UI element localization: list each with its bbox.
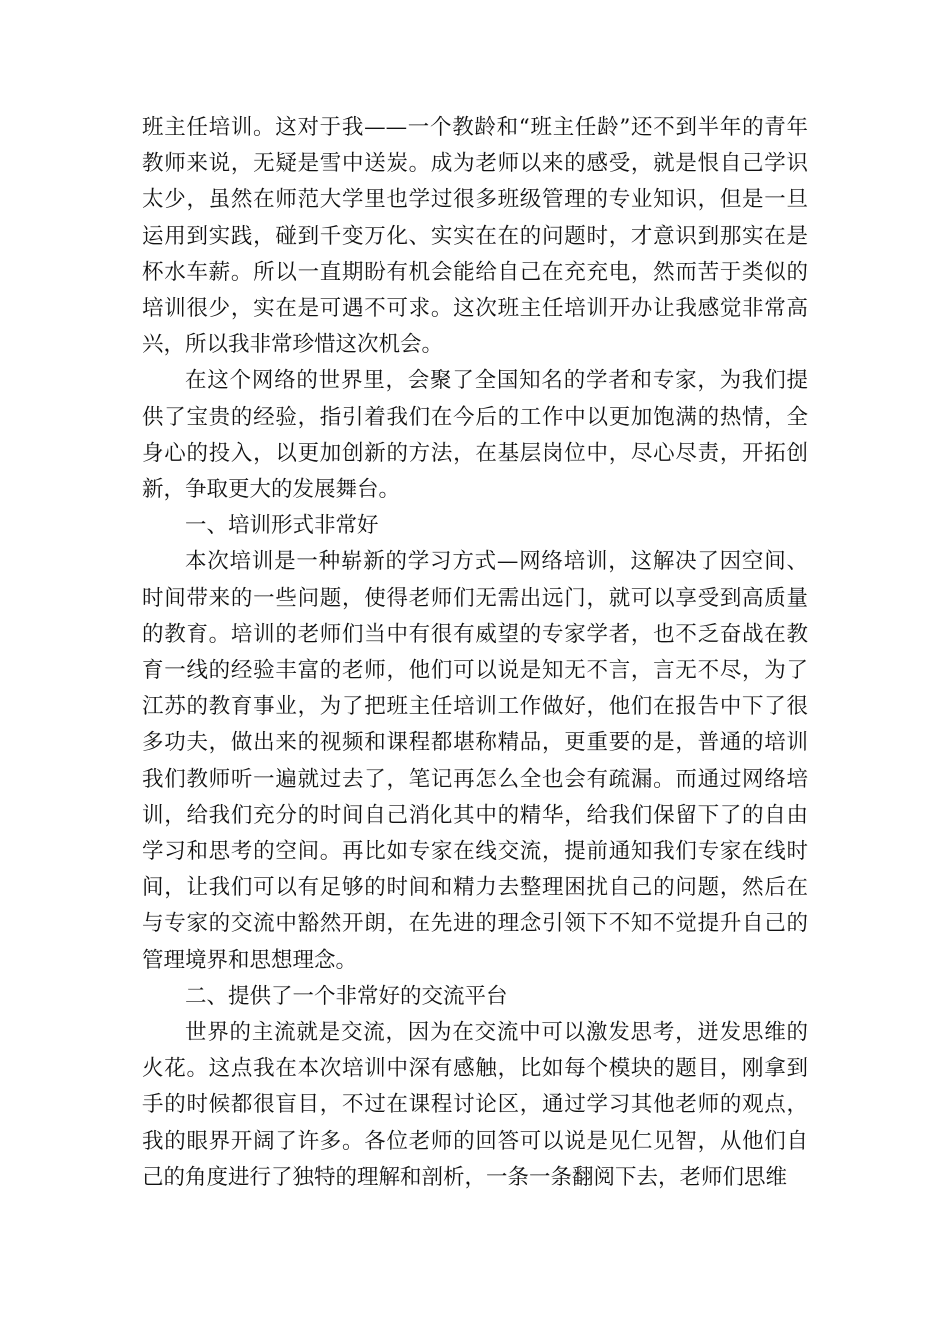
document-body [142, 110, 808, 1196]
section-heading: 二、提供了一个非常好的交流平台 [185, 983, 508, 1009]
paragraph: 世界的主流就是交流，因为在交流中可以激发思考，迸发思维的火花。这点我在本次培训中深有感触，比如每个模块的题目，刚拿到手的时候都很盲目，不过在课程讨论区，通过学习其他老师的观点，我的眼界开阔了许多。各位老师的回答可以说是见仁见智，从他们自己的角度进行了独特的理解和剖析，一条一条翻阅下去，老师们思维 [142, 1020, 808, 1190]
paragraph: 在这个网络的世界里，会聚了全国知名的学者和专家，为我们提供了宝贵的经验，指引着我们在今后的工作中以更加饱满的热情，全身心的投入，以更加创新的方法，在基层岗位中，尽心尽责，开拓创新，争取更大的发展舞台。 [142, 368, 808, 503]
paragraph-continued: 班主任培训。这对于我——一个教龄和“班主任龄”还不到半年的青年教师来说，无疑是雪中送炭。成为老师以来的感受，就是恨自己学识太少，虽然在师范大学里也学过很多班级管理的专业知识，但是一旦运用到实践，碰到千变万化、实实在在的问题时，才意识到那实在是杯水车薪。所以一直期盼有机会能给自己在充充电，然而苦于类似的培训很少，实在是可遇不可求。这次班主任培训开办让我感觉非常高兴，所以我非常珍惜这次机会。 [142, 115, 808, 358]
paragraph: 本次培训是一种崭新的学习方式—网络培训，这解决了因空间、时间带来的一些问题，使得老师们无需出远门，就可以享受到高质量的教育。培训的老师们当中有很有威望的专家学者，也不乏奋战在教育一线的经验丰富的老师，他们可以说是知无不言，言无不尽，为了江苏的教育事业，为了把班主任培训工作做好，他们在报告中下了很多功夫，做出来的视频和课程都堪称精品，更重要的是，普通的培训我们教师听一遍就过去了，笔记再怎么全也会有疏漏。而通过网络培训，给我们充分的时间自己消化其中的精华，给我们保留下了的自由学习和思考的空间。再比如专家在线交流，提前通知我们专家在线时间，让我们可以有足够的时间和精力去整理困扰自己的问题，然后在与专家的交流中豁然开朗，在先进的理念引领下不知不觉提升自己的管理境界和思想理念。 [142, 549, 808, 973]
section-heading: 一、培训形式非常好 [185, 513, 379, 539]
